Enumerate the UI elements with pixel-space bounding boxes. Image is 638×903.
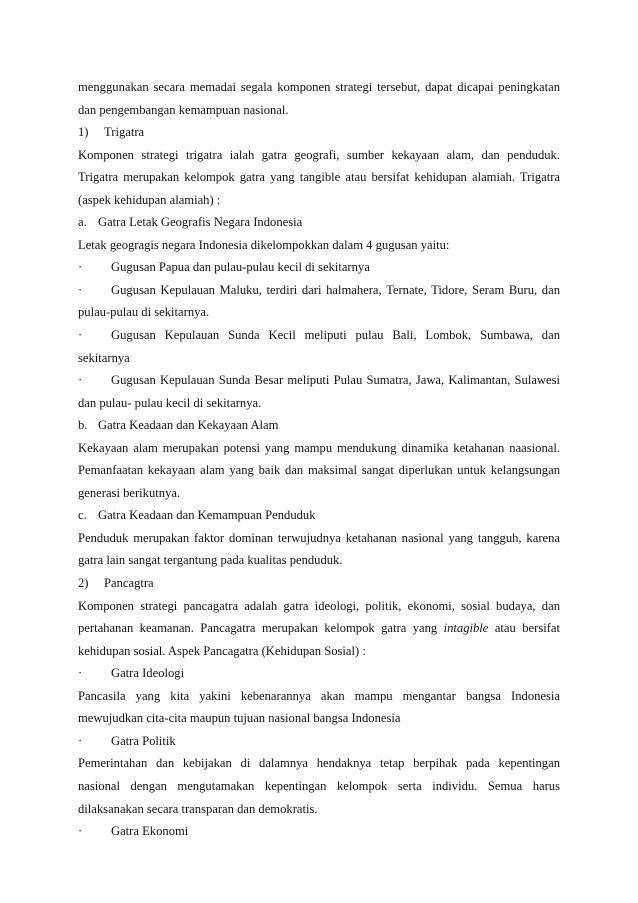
text-run: atau bersifat <box>494 621 561 636</box>
bullet-marker: · <box>78 824 83 839</box>
paragraph-line: Komponen strategi trigatra ialah gatra geografi, sumber kekayaan alam, dan penduduk. <box>78 147 560 162</box>
paragraph-line: generasi berikutnya. <box>78 485 181 500</box>
paragraph-line: Trigatra merupakan kelompok gatra yang tangible atau bersifat kehidupan alamiah. Trigatra <box>78 170 560 185</box>
section-heading <box>78 124 560 147</box>
document-body <box>78 79 560 846</box>
paragraph-line: Letak geogragis negara Indonesia dikelompokkan dalam 4 gugusan yaitu: <box>78 237 450 252</box>
subsection-letter: b. <box>78 418 88 433</box>
subsection-letter: a. <box>78 215 87 230</box>
paragraph-line: Penduduk merupakan faktor dominan terwujudnya ketahanan nasional yang tangguh, karena <box>78 530 560 545</box>
section-number: 1) <box>78 125 89 140</box>
paragraph-line: dilaksanakan secara transparan dan demokratis. <box>78 801 318 816</box>
section-title: Trigatra <box>104 125 145 140</box>
paragraph-line: mewujudkan cita-cita maupun tujuan nasional bangsa Indonesia <box>78 711 401 726</box>
bullet-text: Gugusan Papua dan pulau-pulau kecil di sekitarnya <box>111 260 370 275</box>
subsection-title: Gatra Keadaan dan Kekayaan Alam <box>98 418 279 433</box>
bullet-marker: · <box>78 282 83 297</box>
subsection-title: Gatra Keadaan dan Kemampuan Penduduk <box>98 508 316 523</box>
section-heading <box>78 575 560 598</box>
paragraph-line: Pemanfaatan kekayaan alam yang baik dan maksimal sangat diperlukan untuk kelangsungan <box>78 463 560 478</box>
paragraph-line: dan pengembangan kemampuan nasional. <box>78 102 289 117</box>
section-number: 2) <box>78 576 89 591</box>
bullet-text: Gatra Politik <box>111 733 176 748</box>
bullet-text: Gugusan Kepulauan Maluku, terdiri dari halmahera, Ternate, Tidore, Seram Buru, dan <box>111 282 560 297</box>
paragraph-line: Pemerintahan dan kebijakan di dalamnya hendaknya tetap berpihak pada kepentingan <box>78 756 560 771</box>
subsection-letter: c. <box>78 508 87 523</box>
bullet-item <box>78 823 560 846</box>
section-title: Pancagtra <box>104 576 154 591</box>
bullet-item <box>78 733 560 756</box>
bullet-item <box>78 327 560 350</box>
text-run: pertahanan keamanan. Pancagatra merupakan kelompok gatra yang <box>78 621 438 636</box>
bullet-item <box>78 372 560 395</box>
bullet-marker: · <box>78 260 83 275</box>
bullet-item <box>78 282 560 305</box>
bullet-text: Gugusan Kepulauan Sunda Kecil meliputi pulau Bali, Lombok, Sumbawa, dan <box>111 328 560 343</box>
bullet-marker: · <box>78 666 83 681</box>
bullet-marker: · <box>78 733 83 748</box>
bullet-item <box>78 259 560 282</box>
paragraph-line: nasional dengan mengutamakan kepentingan kelompok serta individu. Semua harus <box>78 778 560 793</box>
bullet-text: Gatra Ideologi <box>111 666 185 681</box>
subsection-heading <box>78 214 560 237</box>
bullet-text: Gugusan Kepulauan Sunda Besar meliputi Pulau Sumatra, Jawa, Kalimantan, Sulawesi <box>111 373 560 388</box>
paragraph-line: (aspek kehidupan alamiah) : <box>78 192 221 207</box>
subsection-title: Gatra Letak Geografis Negara Indonesia <box>98 215 303 230</box>
subsection-heading <box>78 507 560 530</box>
bullet-continuation: pulau-pulau di sekitarnya. <box>78 305 210 320</box>
bullet-continuation: dan pulau- pulau kecil di sekitarnya. <box>78 395 262 410</box>
bullet-item <box>78 665 560 688</box>
subsection-heading <box>78 417 560 440</box>
paragraph-line <box>78 620 560 643</box>
paragraph-line: Komponen strategi pancagatra adalah gatra ideologi, politik, ekonomi, sosial budaya, dan <box>78 598 560 613</box>
paragraph-line: menggunakan secara memadai segala komponen strategi tersebut, dapat dicapai peningkatan <box>78 80 560 94</box>
bullet-continuation: sekitarnya <box>78 350 130 365</box>
bullet-text: Gatra Ekonomi <box>111 824 189 839</box>
paragraph-line: gatra lain sangat tergantung pada kualitas penduduk. <box>78 553 343 568</box>
italic-term: intagible <box>443 621 489 636</box>
bullet-marker: · <box>78 373 83 388</box>
paragraph-line: kehidupan sosial. Aspek Pancagatra (Kehidupan Sosial) : <box>78 643 366 658</box>
bullet-marker: · <box>78 328 83 343</box>
paragraph-line: Kekayaan alam merupakan potensi yang mampu mendukung dinamika ketahanan naasional. <box>78 440 560 455</box>
paragraph-line: Pancasila yang kita yakini kebenarannya akan mampu mengantar bangsa Indonesia <box>78 688 560 703</box>
